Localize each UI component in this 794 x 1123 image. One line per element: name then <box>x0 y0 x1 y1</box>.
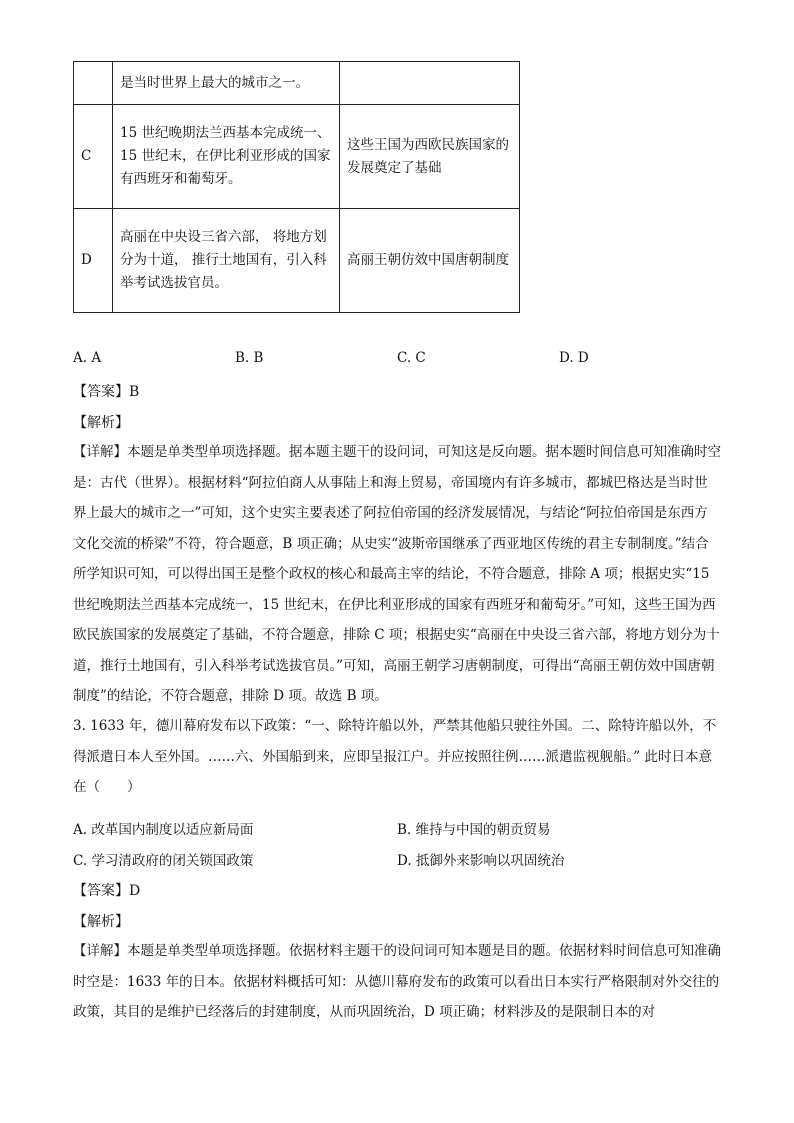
row-conclusion: 高丽王朝仿效中国唐朝制度 <box>340 209 520 313</box>
row-conclusion <box>340 62 520 105</box>
table-row <box>74 105 520 209</box>
row-fact: 15 世纪晚期法兰西基本完成统一、15 世纪末，在伊比利亚形成的国家有西班牙和葡萄牙。 <box>113 105 340 209</box>
q2-analysis-heading: 【解析】 <box>73 415 129 431</box>
q2-detail: 【详解】本题是单类型单项选择题。据本题主题干的设问词，可知这是反向题。据本题时间信息可知准确时空是：古代（世界）。根据材料“阿拉伯商人从事陆上和海上贸易，帝国境内有许多城市，都城巴格达是当时世界上最大的城市之一”可知，这个史实主要表述了阿拉伯帝国的经济发展情况，与结论“阿拉伯帝国是东西方文化交流的桥梁”不符，符合题意，B 项正确；从史实“波斯帝国继承了西亚地区传统的君主专制制度。”结合所学知识可知，可以得出国王是整个政权的核心和最高主宰的结论，不符合题意，排除 A 项；根据史实“15 世纪晚期法兰西基本完成统一，15 世纪末，在伊比利亚形成的国家有西班牙和葡萄牙。”可知，这些王国为西欧民族国家的发展奠定了基础，不符合题意，排除 C 项；根据史实“高丽在中央设三省六部，将地方划分为十道，推行土地国有，引入科举考试选拔官员。”可知，高丽王朝学习唐朝制度，可得出“高丽王朝仿效中国唐朝制度”的结论，不符合题意，排除 D 项。故选 B 项。 <box>73 444 721 704</box>
row-fact: 高丽在中央设三省六部， 将地方划分为十道， 推行土地国有，引入科举考试选拔官员。 <box>113 209 340 313</box>
q3-option-d: D. 抵御外来影响以巩固统治 <box>397 853 565 869</box>
q2-options <box>73 350 753 372</box>
row-label: C <box>74 105 113 209</box>
q3-option-b: B. 维持与中国的朝贡贸易 <box>397 822 551 838</box>
q2-option-a: A. A <box>73 350 102 366</box>
row-fact: 是当时世界上最大的城市之一。 <box>113 62 340 105</box>
q3-option-c: C. 学习清政府的闭关锁国政策 <box>73 853 254 869</box>
q3-stem: 3. 1633 年，德川幕府发布以下政策：“一、除特许船以外，严禁其他船只驶往外国。二、除特许船以外，不得派遣日本人至外国。……六、外国船到来，应即呈报江户。并应按照往例……派遣监视舰船。” 此时日本意在（ ） <box>73 718 717 795</box>
q3-detail: 【详解】本题是单类型单项选择题。依据材料主题干的设问词可知本题是目的题。依据材料时间信息可知准确时空是：1633 年的日本。依据材料概括可知：从德川幕府发布的政策可以看出日本实行严格限制对外交往的政策，其目的是维护已经落后的封建制度，从而巩固统治，D 项正确；材料涉及的是限制日本的对 <box>73 943 721 1020</box>
options-table <box>73 61 520 313</box>
table-row <box>74 209 520 313</box>
row-conclusion: 这些王国为西欧民族国家的 发展奠定了基础 <box>340 105 520 209</box>
q2-option-d: D. D <box>559 350 589 366</box>
q2-answer: 【答案】B <box>73 384 140 400</box>
row-label <box>74 62 113 105</box>
row-label: D <box>74 209 113 313</box>
q2-option-b: B. B <box>235 350 264 366</box>
q2-option-c: C. C <box>397 350 426 366</box>
table-row <box>74 62 520 105</box>
q3-answer: 【答案】D <box>73 883 141 899</box>
q3-analysis-heading: 【解析】 <box>73 914 129 930</box>
q3-option-a: A. 改革国内制度以适应新局面 <box>73 822 254 838</box>
